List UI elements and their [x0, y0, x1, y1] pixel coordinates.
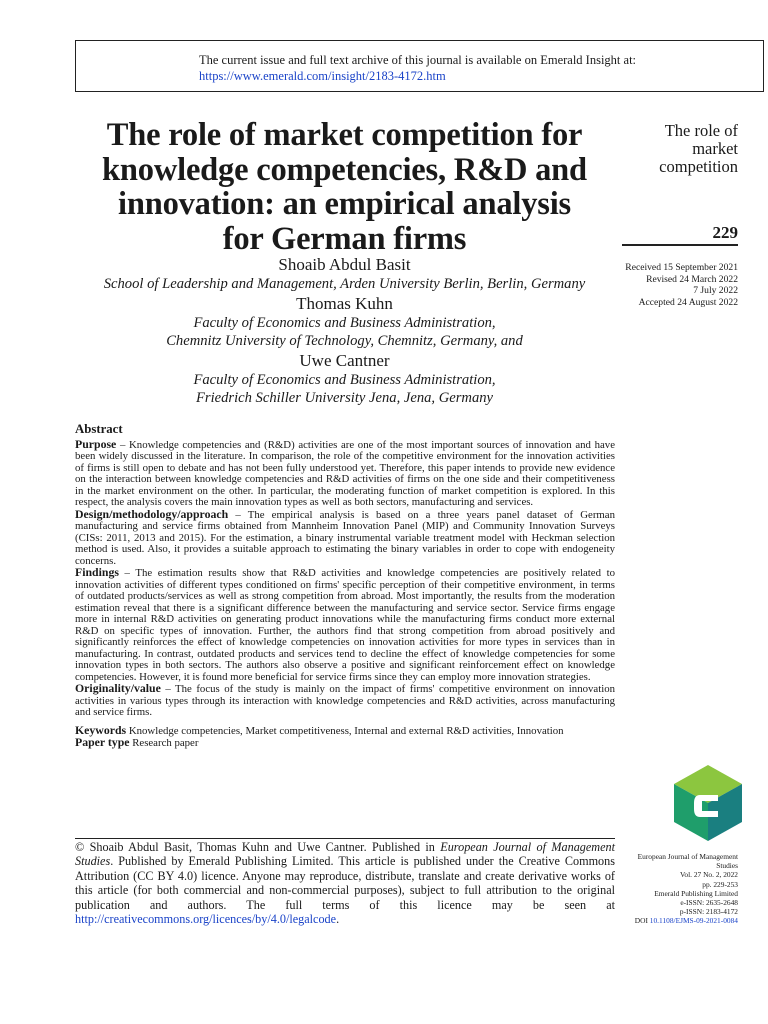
journal-pages: pp. 229-253: [702, 879, 738, 889]
journal-name-line: Studies: [716, 861, 738, 871]
title-line: innovation: an empirical analysis: [118, 186, 571, 222]
running-title-line: competition: [659, 157, 738, 176]
revised-date: Revised 24 March 2022: [646, 273, 738, 285]
notice-text: The current issue and full text archive of this journal is available on Emerald Insight at:: [199, 53, 637, 67]
design-label: Design/methodology/approach: [75, 506, 229, 521]
accepted-date: Accepted 24 August 2022: [638, 296, 738, 308]
abstract-section: [75, 424, 615, 750]
paper-type-label: Paper type: [75, 735, 130, 749]
author-affiliation: Chemnitz University of Technology, Chemnitz, Germany, and: [166, 332, 523, 349]
author-name: Uwe Cantner: [299, 351, 390, 371]
license-text: .: [336, 912, 340, 927]
originality-text: – The focus of the study is mainly on the impact of firms' competitive environment on innovation activities in various types through its interaction with knowledge competencies and R&D activities, across manufacturing and service firms.: [75, 683, 615, 718]
author-name: Thomas Kuhn: [296, 294, 393, 314]
originality-label: Originality/value: [75, 681, 161, 695]
side-divider: [622, 244, 738, 246]
abstract-heading: Abstract: [75, 422, 123, 436]
title-line: knowledge competencies, R&D and: [102, 151, 587, 188]
journal-volume: Vol. 27 No. 2, 2022: [680, 870, 738, 880]
findings-text: – The estimation results show that R&D activities and knowledge competencies are positively related to innovation activities of different types conditioned on firms' specific perception of their competitive environment, in terms of outdated products/services as well as strong competition from abroad. Most importantly, the results from the moderation estimation reveal that there is a significant difference between the manufacturing and service sector. Service firms engage more in internal R&D activities on generating product innovations while the manufacturing firms conduct more external R&D on specific types of innovation. Further, the authors find that strong competition from abroad positively and significantly reinforces the effect of knowledge competencies on innovation activities for more types in services than in manufacturing. In contrast, outdated products and services tend to decline the effect of knowledge competencies for some innovation types in both sectors. The authors also observe a positive and significant reinforcement effect on knowledge competencies. However, it is found more beneficial for service firms since they can employ more innovation strategies.: [75, 567, 615, 683]
license-link[interactable]: http://creativecommons.org/licences/by/4.0/legalcode: [75, 912, 337, 927]
journal-pissn: p-ISSN: 2183-4172: [679, 907, 738, 917]
abstract-purpose: [75, 436, 615, 509]
license-text: . Published by Emerald Publishing Limited. This article is published under the Creative Commons Attribution (CC BY 4.0) licence. Anyone may reproduce, distribute, translate and create derivative works of this article (for both commercial and non-commercial purposes), subject to full attribution to the original publication and authors. The full terms of this licence may be seen at: [75, 854, 615, 912]
journal-name: European Journal of Management Studies: [75, 840, 615, 869]
author-block: [68, 254, 621, 407]
received-date: Received 15 September 2021: [625, 262, 738, 273]
title-line: The role of market competition for: [106, 117, 583, 153]
open-access-logo: [674, 765, 742, 841]
article-title: [68, 118, 621, 256]
keywords-text: Knowledge competencies, Market competitiveness, Internal and external R&D activities, Innovation: [126, 724, 564, 737]
running-title-line: market: [692, 139, 738, 158]
journal-info: [608, 852, 738, 926]
findings-label: Findings: [75, 565, 119, 579]
keywords: [75, 722, 615, 738]
design-text: – The empirical analysis is based on a three years panel dataset of German manufacturing and service firms obtained from Mannheim Innovation Panel (MIP) and Community Innovation Surveys (CISs: 2011, 2013 and 2015). For the estimation, a binary instrumental variable treatment model with Heckman selection method is used. Also, it provides a suitable approach to estimating the binary variables in order to cope with endogeneity concerns.: [75, 508, 615, 567]
journal-url-link[interactable]: https://www.emerald.com/insight/2183-4172.htm: [199, 69, 446, 83]
author-affiliation: School of Leadership and Management, Arden University Berlin, Berlin, Germany: [103, 276, 586, 292]
author-name: Shoaib Abdul Basit: [278, 255, 411, 274]
abstract-originality: [75, 683, 615, 719]
journal-access-notice: [75, 40, 764, 92]
license-statement: [75, 838, 615, 926]
paper-type-text: Research paper: [129, 737, 199, 749]
abstract-findings: [75, 567, 615, 683]
journal-eissn: e-ISSN: 2635-2648: [680, 898, 738, 908]
paper-type: [75, 737, 615, 750]
title-line: for German firms: [222, 220, 467, 257]
author-affiliation: Friedrich Schiller University Jena, Jena, Germany: [195, 389, 494, 406]
doi-label: DOI: [634, 916, 650, 926]
purpose-text: – Knowledge competencies and (R&D) activities are one of the most important sources of innovation and have been widely discussed in the literature. In comparison, the role of the competitive environment for the innovation activities of firms is still open to debate and has not been fully understood yet. Therefore, this paper intends to provide new evidence on the interaction between knowledge competencies and R&D activities of firms on the one side and their competitiveness in the market environment on the other. In particular, the moderating function of market competition is explored. In this respect, the analysis covers the main innovation types as well as both sectors, manufacturing and services.: [75, 438, 615, 508]
journal-doi: [608, 916, 738, 925]
doi-link[interactable]: 10.1108/EJMS-09-2021-0084: [649, 916, 738, 926]
journal-name-line: European Journal of Management: [637, 852, 738, 861]
page-number: 229: [712, 223, 738, 242]
running-title-line: The role of: [664, 121, 738, 140]
license-text: © Shoaib Abdul Basit, Thomas Kuhn and Uwe Cantner. Published in: [75, 840, 441, 854]
abstract-design: [75, 506, 615, 568]
author-affiliation: Faculty of Economics and Business Administration,: [193, 315, 496, 332]
revised-date: 7 July 2022: [693, 285, 738, 296]
author-affiliation: Faculty of Economics and Business Administration,: [193, 372, 496, 389]
purpose-label: Purpose: [75, 436, 117, 451]
keywords-label: Keywords: [75, 722, 127, 737]
running-title: [618, 122, 738, 176]
journal-publisher: Emerald Publishing Limited: [654, 888, 738, 898]
